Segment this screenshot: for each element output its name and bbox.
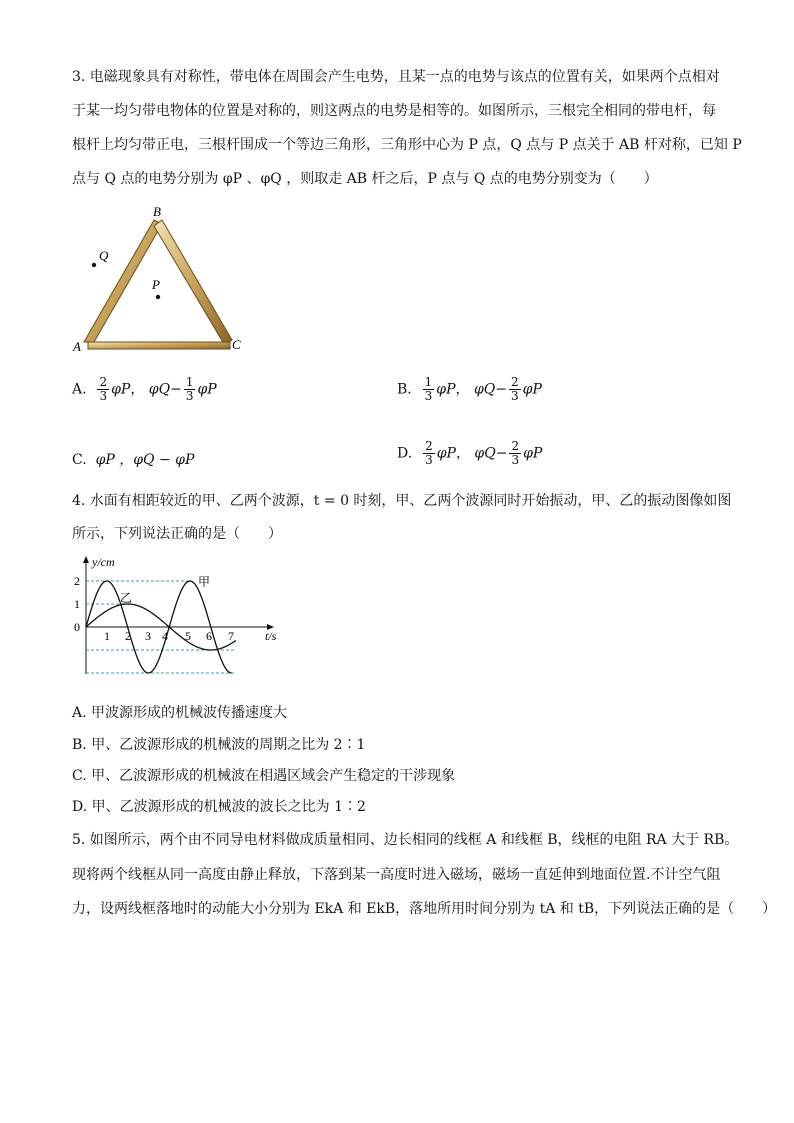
triangle-figure: [70, 200, 260, 360]
q5-line-2: 现将两个线框从同一高度由静止释放，下落到某一高度时进入磁场，磁场一直延伸到地面位置.不计空气阻: [72, 867, 721, 883]
fraction: $\frac{2}{3}$: [99, 375, 108, 403]
x-tick-4: 4: [162, 629, 168, 643]
q3-option-a[interactable]: A. $\frac{2}{3}$ φP， φQ− $\frac{1}{3}$ φP: [72, 375, 217, 403]
fraction: $\frac{1}{3}$: [185, 375, 194, 403]
x-tick-6: 6: [206, 629, 212, 643]
rod-bc: [154, 220, 232, 344]
x-axis-label: t/s: [265, 629, 277, 643]
q3-line-3: 根杆上均匀带正电，三根杆围成一个等边三角形，三角形中心为 P 点，Q 点与 P 点关于 AB 杆对称，已知 P: [72, 137, 742, 153]
q5-line-3: 力，设两线框落地时的动能大小分别为 EkA 和 EkB，落地所用时间分别为 tA 和 tB，下列说法正确的是（ ）: [72, 901, 777, 917]
fraction: $\frac{1}{3}$: [424, 375, 433, 403]
point-p-dot: [156, 295, 160, 299]
y-axis-arrow: [83, 556, 89, 563]
q4-option-d[interactable]: D. 甲、乙波源形成的机械波的波长之比为 1∶2: [72, 799, 366, 815]
q3-option-d[interactable]: D. $\frac{2}{3}$ φP， φQ− $\frac{2}{3}$ φP: [397, 439, 543, 467]
label-jia: 甲: [198, 575, 211, 589]
option-letter: D.: [397, 445, 413, 462]
q3-line-2: 于某一均匀带电物体的位置是对称的，则这两点的电势是相等的。如图所示，三根完全相同的带电杆，每: [72, 103, 716, 119]
rod-ca: [88, 342, 230, 349]
option-text: φP ，φQ − φP: [95, 452, 195, 468]
q4-line-1: 4. 水面有相距较近的甲、乙两个波源，t = 0 时刻，甲、乙两个波源同时开始振动，甲、乙的振动图像如图: [72, 493, 732, 509]
q3-line-1: 3. 电磁现象具有对称性，带电体在周围会产生电势，且某一点的电势与该点的位置有关，如果两个点相对: [72, 69, 720, 85]
x-tick-1: 1: [104, 629, 110, 643]
label-q: Q: [99, 248, 109, 263]
origin-label: 0: [74, 620, 80, 634]
option-letter: A.: [72, 381, 87, 398]
x-tick-2: 2: [125, 629, 131, 643]
q4-option-c[interactable]: C. 甲、乙波源形成的机械波在相遇区域会产生稳定的干涉现象: [72, 768, 456, 784]
label-yi: 乙: [120, 591, 133, 605]
label-c: C: [232, 337, 241, 352]
option-letter: C.: [72, 452, 87, 468]
y-tick-2: 2: [74, 574, 80, 588]
q4-option-a[interactable]: A. 甲波源形成的机械波传播速度大: [72, 705, 288, 721]
rod-ab: [84, 220, 162, 342]
q3-option-c[interactable]: [72, 449, 194, 469]
label-p: P: [152, 277, 160, 292]
x-tick-3: 3: [145, 629, 151, 643]
y-tick-1: 1: [74, 597, 80, 611]
point-q-dot: [92, 263, 96, 267]
label-a: A: [73, 339, 81, 354]
y-axis-label: y/cm: [92, 555, 115, 569]
q4-line-2: 所示，下列说法正确的是（ ）: [72, 526, 282, 542]
fraction: $\frac{2}{3}$: [511, 439, 520, 467]
q3-option-b[interactable]: B. $\frac{1}{3}$ φP， φQ− $\frac{2}{3}$ φP: [397, 375, 542, 403]
vibration-graph: [70, 552, 290, 682]
x-tick-5: 5: [185, 629, 191, 643]
q4-option-b[interactable]: B. 甲、乙波源形成的机械波的周期之比为 2∶1: [72, 737, 366, 753]
option-letter: B.: [397, 381, 412, 398]
fraction: $\frac{2}{3}$: [425, 439, 433, 467]
q5-line-1: 5. 如图所示，两个由不同导电材料做成质量相同、边长相同的线框 A 和线框 B，线框的电阻 RA 大于 RB。: [72, 832, 739, 848]
fraction: $\frac{2}{3}$: [511, 375, 519, 403]
label-b: B: [153, 204, 161, 219]
x-tick-7: 7: [228, 629, 234, 643]
q3-line-4: 点与 Q 点的电势分别为 φP 、φQ ，则取走 AB 杆之后，P 点与 Q 点的电势分别变为（ ）: [72, 171, 658, 187]
